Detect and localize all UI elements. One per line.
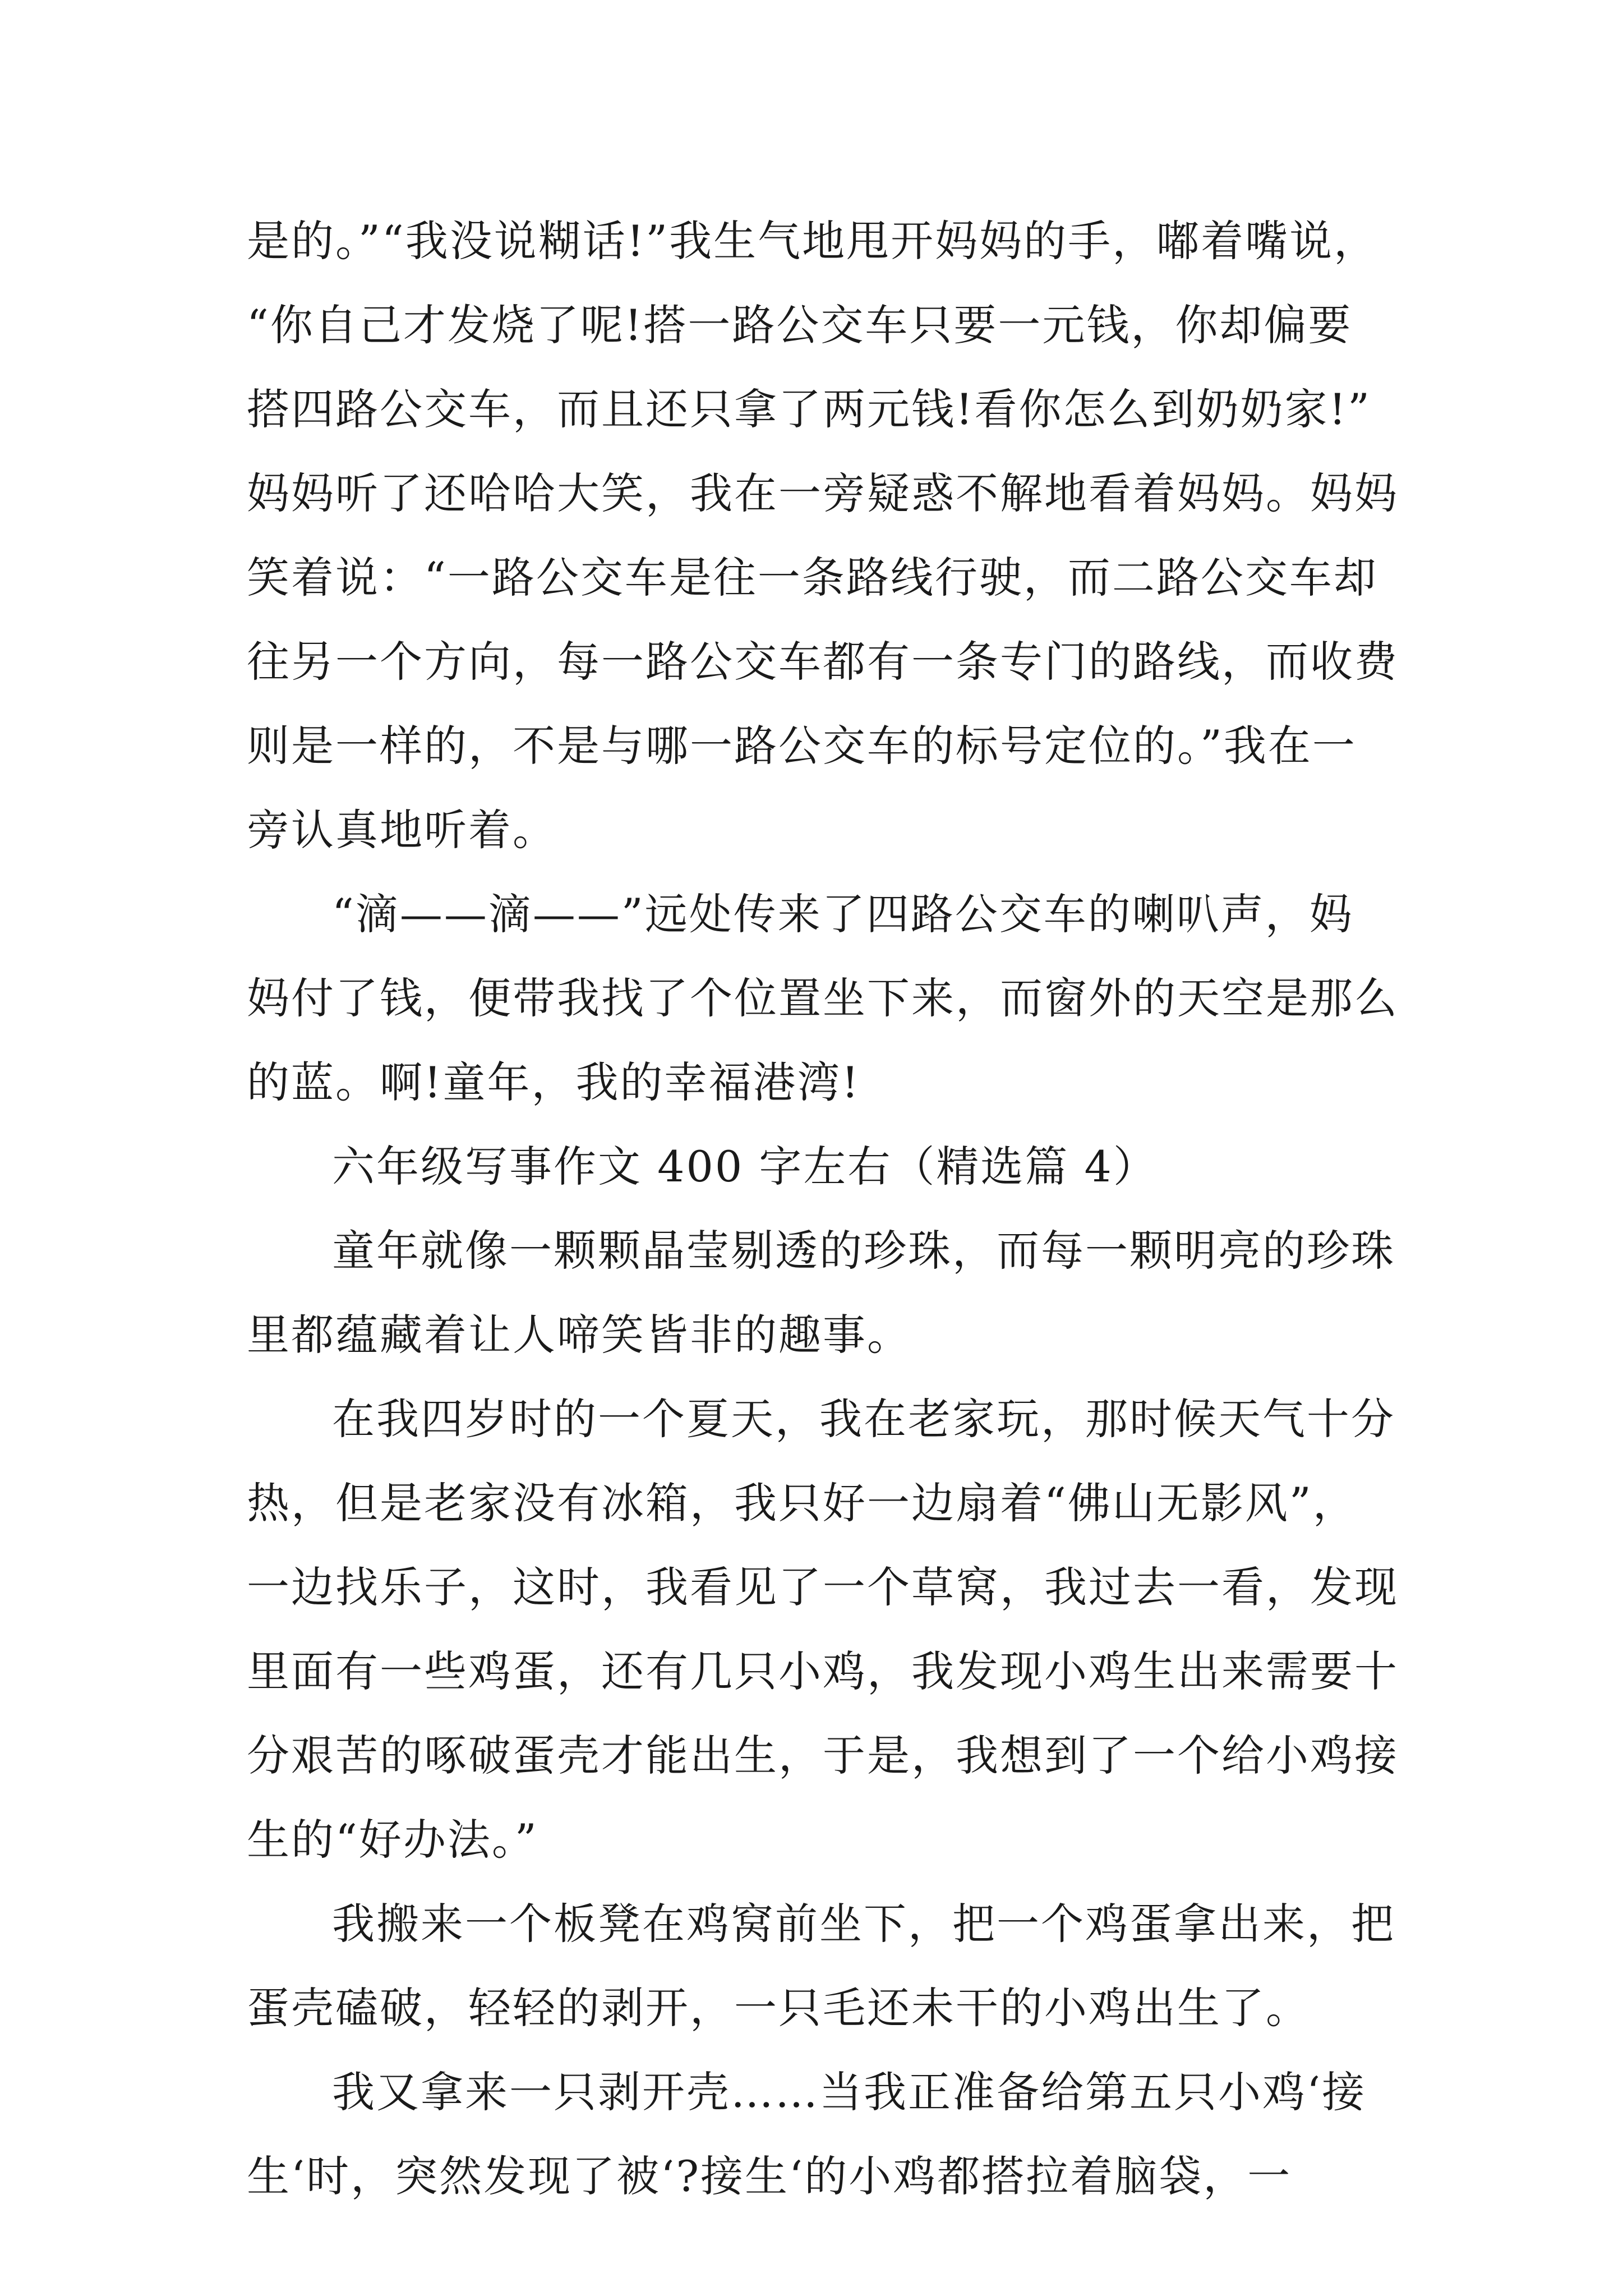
text-line: 里面有一些鸡蛋，还有几只小鸡，我发现小鸡生出来需要十	[247, 1646, 1399, 1696]
text-line: 则是一样的，不是与哪一路公交车的标号定位的。”我在一	[247, 721, 1357, 771]
text-line: 妈付了钱，便带我找了个位置坐下来，而窗外的天空是那么	[247, 973, 1399, 1023]
text-line: 热，但是老家没有冰箱，我只好一边扇着“佛山无影风”，	[247, 1478, 1357, 1528]
text-line: 搭四路公交车，而且还只拿了两元钱!看你怎么到奶奶家!”	[247, 384, 1371, 434]
text-line: 生‘时，突然发现了被‘?接生‘的小鸡都搭拉着脑袋，一	[247, 2151, 1292, 2201]
text-line: 一边找乐子，这时，我看见了一个草窝，我过去一看，发现	[247, 1562, 1399, 1612]
text-line: 里都蕴藏着让人啼笑皆非的趣事。	[247, 1310, 911, 1360]
text-line: 往另一个方向，每一路公交车都有一条专门的路线，而收费	[247, 637, 1399, 687]
text-line: 旁认真地听着。	[247, 805, 557, 855]
text-line: 生的“好办法。”	[247, 1815, 538, 1865]
paragraph-start-line: 我又拿来一只剥开壳……当我正准备给第五只小鸡‘接	[332, 2067, 1367, 2117]
text-line: 是的。”“我没说糊话!”我生气地甩开妈妈的手，嘟着嘴说，	[247, 216, 1378, 266]
paragraph-start-line: 我搬来一个板凳在鸡窝前坐下，把一个鸡蛋拿出来，把	[332, 1899, 1395, 1949]
section-heading: 六年级写事作文 400 字左右（精选篇 4）	[332, 1142, 1158, 1191]
paragraph-start-line: 在我四岁时的一个夏天，我在老家玩，那时候天气十分	[332, 1394, 1395, 1444]
text-line: 妈妈听了还哈哈大笑，我在一旁疑惑不解地看着妈妈。妈妈	[247, 468, 1399, 518]
paragraph-start-line: 童年就像一颗颗晶莹剔透的珍珠，而每一颗明亮的珍珠	[332, 1226, 1395, 1276]
text-line: 蛋壳磕破，轻轻的剥开，一只毛还未干的小鸡出生了。	[247, 1983, 1310, 2033]
text-line: 分艰苦的啄破蛋壳才能出生，于是，我想到了一个给小鸡接	[247, 1731, 1399, 1780]
text-line: “你自己才发烧了呢!搭一路公交车只要一元钱，你却偏要	[247, 300, 1353, 350]
text-line: 的蓝。啊!童年，我的幸福港湾!	[247, 1057, 861, 1107]
text-line: 笑着说：“一路公交车是往一条路线行驶，而二路公交车却	[247, 553, 1378, 602]
document-body	[247, 199, 1399, 2219]
paragraph-start-line: “滴——滴——”远处传来了四路公交车的喇叭声，妈	[332, 889, 1354, 939]
